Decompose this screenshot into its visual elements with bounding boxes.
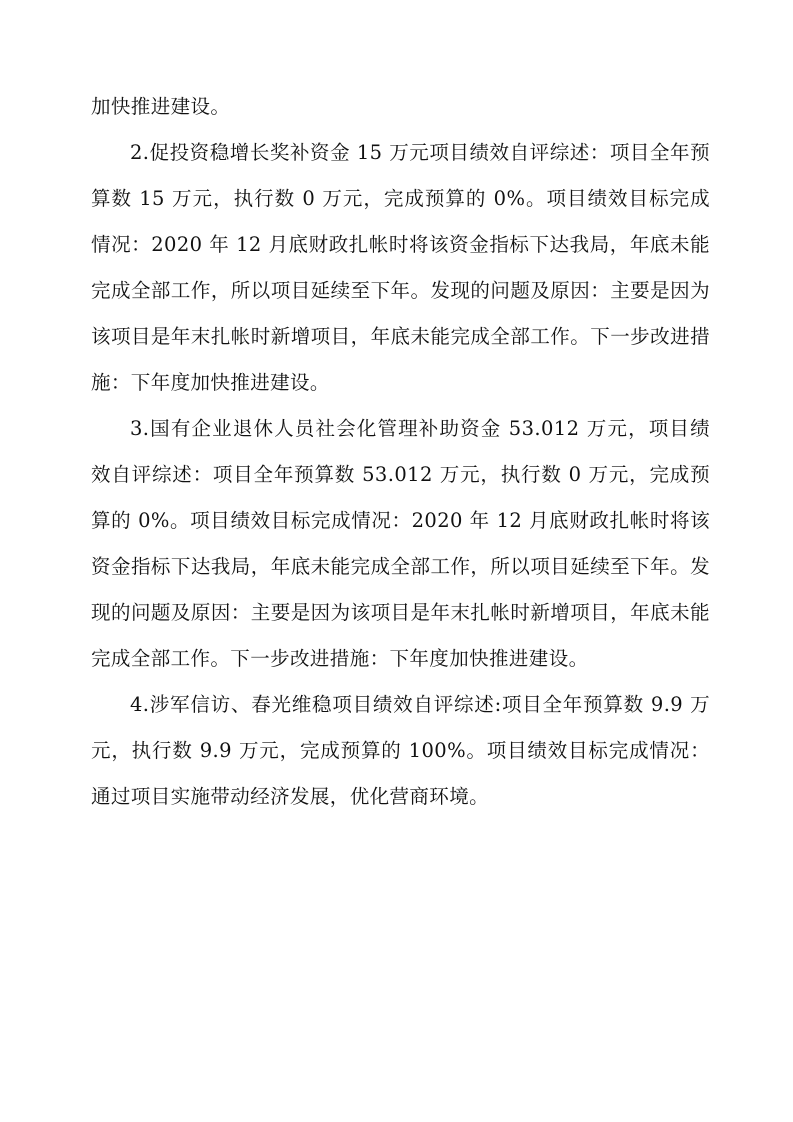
paragraph-item-3: 3.国有企业退休人员社会化管理补助资金 53.012 万元，项目绩效自评综述：项目全年预算数 53.012 万元，执行数 0 万元，完成预算的 0%。项目绩效目标完成情况：2020 年 12 月底财政扎帐时将该资金指标下达我局，年底未能完成全部工作，所以项目延续至下年。发现的问题及原因：主要是因为该项目是年末扎帐时新增项目，年底未能完成全部工作。下一步改进措施：下年度加快推进建设。 bbox=[91, 417, 710, 670]
document-body bbox=[91, 84, 710, 820]
paragraph-item-2: 2.促投资稳增长奖补资金 15 万元项目绩效自评综述：项目全年预算数 15 万元，执行数 0 万元，完成预算的 0%。项目绩效目标完成情况：2020 年 12 月底财政扎帐时将该资金指标下达我局，年底未能完成全部工作，所以项目延续至下年。发现的问题及原因：主要是因为该项目是年末扎帐时新增项目，年底未能完成全部工作。下一步改进措施：下年度加快推进建设。 bbox=[91, 141, 710, 394]
paragraph-continuation: 加快推进建设。 bbox=[91, 95, 231, 118]
paragraph-item-4: 4.涉军信访、春光维稳项目绩效自评综述:项目全年预算数 9.9 万元，执行数 9.9 万元，完成预算的 100%。项目绩效目标完成情况：通过项目实施带动经济发展，优化营商环境。 bbox=[91, 693, 710, 808]
